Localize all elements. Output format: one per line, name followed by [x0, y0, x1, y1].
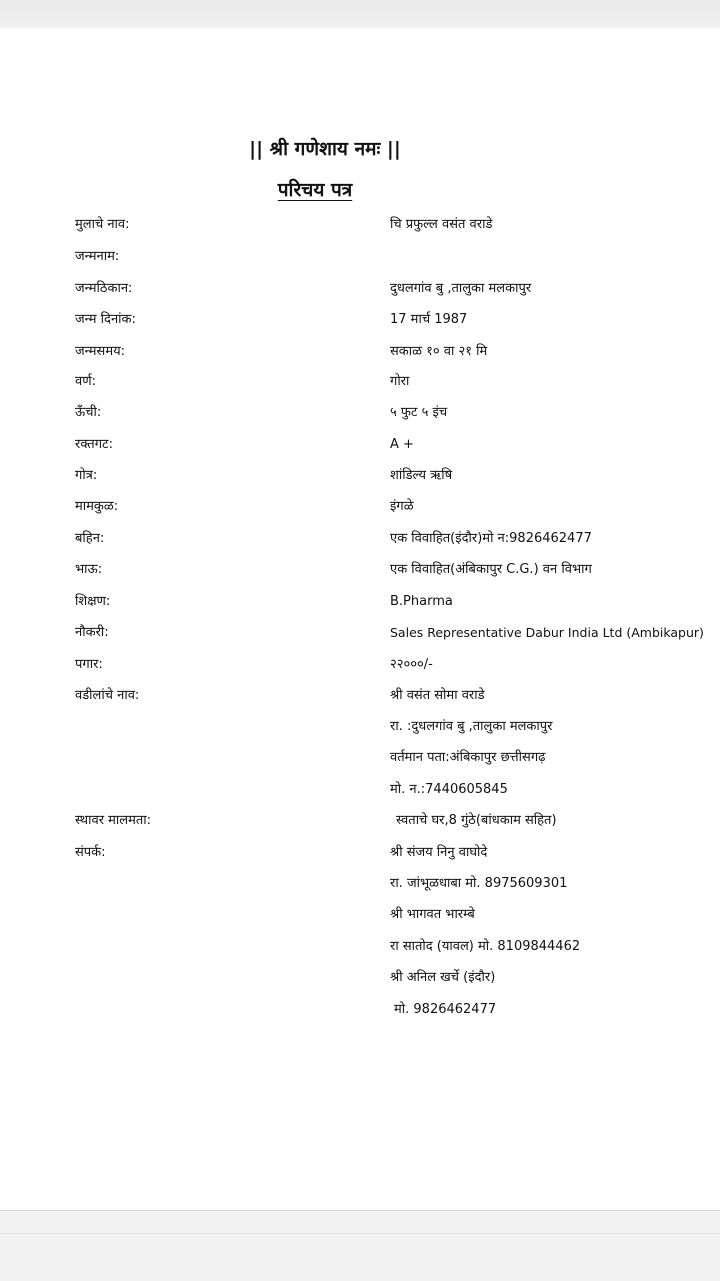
contact-line: रा सातोद (यावल) मो. 8109844462 — [390, 939, 581, 954]
contact-line: रा. जांभूळधाबा मो. 8975609301 — [390, 876, 568, 891]
field-value: चि प्रफुल्ल वसंत वराडे — [390, 217, 493, 232]
contact-line: श्री संजय निनु वाघोदे — [390, 845, 488, 860]
contact-line: मो. 9826462477 — [394, 1002, 497, 1017]
property-value: स्वताचे घर,8 गुंठे(बांधकाम सहित) — [396, 813, 557, 828]
viewer-bottom-bar — [0, 1210, 720, 1281]
field-value: एक विवाहित(अंबिकापुर C.G.) वन विभाग — [390, 562, 592, 577]
field-label: भाऊ: — [75, 562, 103, 577]
field-value: शांडिल्य ऋषि — [390, 468, 453, 483]
field-value: श्री वसंत सोमा वराडे — [390, 688, 485, 703]
field-value: दुधलगांव बु ,तालुका मलकापुर — [390, 281, 532, 296]
field-value: 17 मार्च 1987 — [390, 312, 468, 327]
field-value: एक विवाहित(इंदौर)मो न:9826462477 — [390, 531, 592, 546]
field-label: पगार: — [75, 657, 103, 672]
field-label: वडीलांचे नाव: — [75, 688, 140, 703]
field-value: Sales Representative Dabur India Ltd (Ambikapur) — [390, 625, 704, 640]
field-label: जन्मनाम: — [75, 249, 120, 264]
field-label: ऊँची: — [75, 405, 102, 420]
field-label: मुलाचे नाव: — [75, 217, 130, 232]
document-page[interactable] — [0, 28, 720, 1210]
field-label: मामकुळ: — [75, 499, 119, 514]
field-value: गोरा — [390, 374, 410, 389]
contact-label: संपर्क: — [75, 845, 106, 860]
field-label: जन्मठिकान: — [75, 281, 133, 296]
viewer-top-bar — [0, 0, 720, 29]
field-value: B.Pharma — [390, 594, 453, 609]
field-label: जन्मसमय: — [75, 344, 126, 359]
field-value: सकाळ १० वा २१ मि — [390, 344, 488, 359]
page-title: परिचय पत्र — [277, 179, 353, 201]
divider — [0, 1233, 720, 1234]
field-value: २२०००/- — [390, 657, 433, 672]
father-phone: मो. न.:7440605845 — [390, 782, 508, 797]
field-label: नौकरी: — [75, 625, 109, 640]
property-label: स्थावर मालमता: — [75, 813, 152, 828]
contact-line: श्री अनिल खर्चे (इंदौर) — [390, 970, 496, 985]
field-label: वर्ण: — [75, 374, 97, 389]
contact-line: श्री भागवत भारम्बे — [390, 907, 475, 922]
field-label: जन्म दिनांक: — [75, 312, 136, 327]
field-label: रक्तगट: — [75, 437, 113, 452]
father-address: रा. :दुधलगांव बु ,तालुका मलकापुर — [390, 719, 553, 734]
field-label: गोत्र: — [75, 468, 98, 483]
field-label: बहिन: — [75, 531, 105, 546]
field-value: A + — [390, 437, 414, 452]
field-label: शिक्षण: — [75, 594, 111, 609]
field-value: इंगळे — [390, 499, 414, 514]
father-current-address: वर्तमान पता:अंबिकापुर छत्तीसगढ़ — [390, 750, 546, 765]
field-value: ५ फुट ५ इंच — [390, 405, 448, 420]
invocation-heading: || श्री गणेशाय नमः || — [249, 138, 401, 160]
